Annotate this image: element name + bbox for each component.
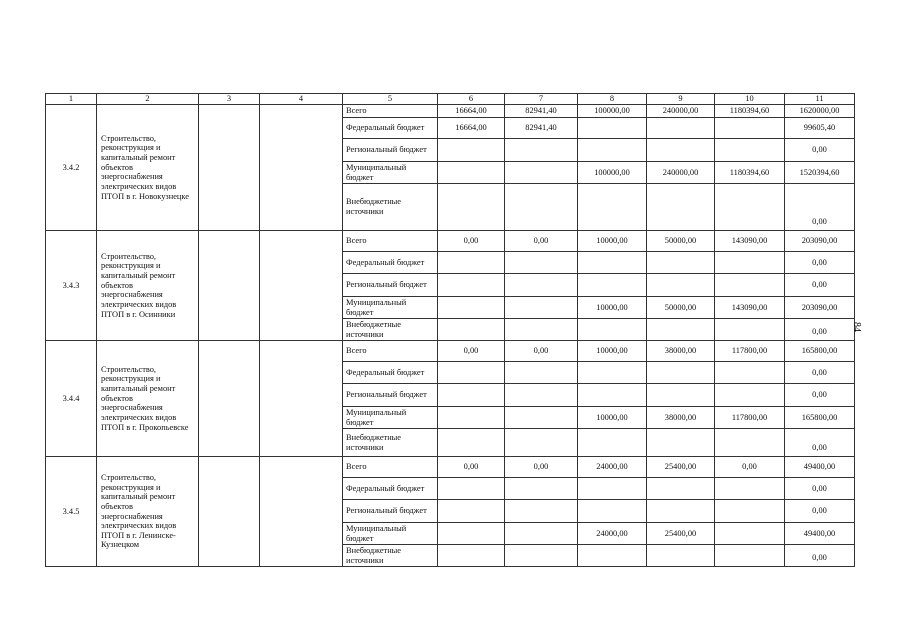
column-header: 7: [505, 94, 578, 105]
item-code: 3.4.3: [46, 231, 97, 341]
budget-table: [45, 93, 855, 567]
table-row: [46, 341, 855, 362]
value-cell: [647, 184, 715, 231]
column-4-cell: [260, 457, 343, 567]
column-3-cell: [199, 457, 260, 567]
value-cell: [505, 139, 578, 162]
value-cell: [438, 429, 505, 457]
item-code: 3.4.2: [46, 105, 97, 231]
value-cell: 143090,00: [715, 297, 785, 319]
value-cell: [647, 274, 715, 297]
value-cell: 0,00: [505, 231, 578, 252]
value-cell: 1520394,60: [785, 162, 855, 184]
funding-source: Муниципальный бюджет: [343, 162, 438, 184]
value-cell: 0,00: [785, 252, 855, 274]
page-number: 84: [851, 322, 862, 332]
value-cell: [438, 252, 505, 274]
value-cell: [438, 274, 505, 297]
value-cell: [578, 319, 647, 341]
value-cell: 1180394,60: [715, 105, 785, 118]
funding-source: Федеральный бюджет: [343, 478, 438, 500]
value-cell: 82941,40: [505, 105, 578, 118]
value-cell: 0,00: [785, 500, 855, 523]
value-cell: [715, 274, 785, 297]
table-row: [46, 457, 855, 478]
value-cell: [505, 545, 578, 567]
column-header: 6: [438, 94, 505, 105]
funding-source: Всего: [343, 341, 438, 362]
value-cell: 0,00: [785, 184, 855, 231]
item-name: Строительство, реконструкция и капитальный ремонт объектов энергоснабжения электрических видов ПТОП в г. Прокопьевске: [97, 341, 199, 457]
value-cell: [578, 184, 647, 231]
value-cell: [438, 184, 505, 231]
value-cell: [647, 118, 715, 139]
value-cell: [438, 162, 505, 184]
value-cell: [505, 384, 578, 407]
value-cell: [438, 478, 505, 500]
value-cell: 50000,00: [647, 231, 715, 252]
value-cell: 0,00: [785, 139, 855, 162]
column-4-cell: [260, 105, 343, 231]
funding-source: Внебюджетные источники: [343, 184, 438, 231]
value-cell: [438, 523, 505, 545]
value-cell: [647, 362, 715, 384]
item-name: Строительство, реконструкция и капитальный ремонт объектов энергоснабжения электрических видов ПТОП в г. Новокузнецке: [97, 105, 199, 231]
value-cell: [438, 139, 505, 162]
value-cell: [715, 139, 785, 162]
column-3-cell: [199, 105, 260, 231]
value-cell: [578, 274, 647, 297]
value-cell: 38000,00: [647, 407, 715, 429]
funding-source: Всего: [343, 105, 438, 118]
item-code: 3.4.5: [46, 457, 97, 567]
value-cell: [438, 407, 505, 429]
value-cell: [438, 319, 505, 341]
value-cell: [715, 118, 785, 139]
value-cell: 10000,00: [578, 297, 647, 319]
column-header: 2: [97, 94, 199, 105]
value-cell: [647, 384, 715, 407]
value-cell: [715, 478, 785, 500]
value-cell: 10000,00: [578, 407, 647, 429]
value-cell: 82941,40: [505, 118, 578, 139]
value-cell: [438, 362, 505, 384]
funding-source: Внебюджетные источники: [343, 319, 438, 341]
value-cell: 143090,00: [715, 231, 785, 252]
funding-source: Федеральный бюджет: [343, 118, 438, 139]
value-cell: [505, 523, 578, 545]
value-cell: [578, 500, 647, 523]
column-header: 5: [343, 94, 438, 105]
value-cell: [715, 252, 785, 274]
column-4-cell: [260, 231, 343, 341]
column-4-cell: [260, 341, 343, 457]
value-cell: [505, 274, 578, 297]
value-cell: 203090,00: [785, 297, 855, 319]
value-cell: [715, 545, 785, 567]
value-cell: 0,00: [785, 384, 855, 407]
value-cell: 0,00: [438, 231, 505, 252]
value-cell: 1620000,00: [785, 105, 855, 118]
value-cell: 0,00: [785, 429, 855, 457]
value-cell: 165800,00: [785, 407, 855, 429]
value-cell: 165800,00: [785, 341, 855, 362]
value-cell: 50000,00: [647, 297, 715, 319]
table-row: [46, 231, 855, 252]
value-cell: 100000,00: [578, 162, 647, 184]
value-cell: [438, 545, 505, 567]
value-cell: 38000,00: [647, 341, 715, 362]
value-cell: 25400,00: [647, 457, 715, 478]
value-cell: [505, 252, 578, 274]
value-cell: [647, 319, 715, 341]
item-name: Строительство, реконструкция и капитальный ремонт объектов энергоснабжения электрических видов ПТОП в г. Ленинске-Кузнецком: [97, 457, 199, 567]
value-cell: 0,00: [505, 457, 578, 478]
value-cell: 16664,00: [438, 118, 505, 139]
value-cell: [647, 139, 715, 162]
value-cell: 0,00: [785, 545, 855, 567]
value-cell: [578, 139, 647, 162]
funding-source: Федеральный бюджет: [343, 252, 438, 274]
value-cell: [438, 384, 505, 407]
value-cell: [647, 429, 715, 457]
funding-source: Всего: [343, 457, 438, 478]
value-cell: [715, 384, 785, 407]
value-cell: [578, 118, 647, 139]
value-cell: [715, 319, 785, 341]
funding-source: Внебюджетные источники: [343, 429, 438, 457]
value-cell: 16664,00: [438, 105, 505, 118]
value-cell: 0,00: [505, 341, 578, 362]
funding-source: Региональный бюджет: [343, 384, 438, 407]
funding-source: Всего: [343, 231, 438, 252]
value-cell: 0,00: [715, 457, 785, 478]
value-cell: [505, 297, 578, 319]
column-header: 1: [46, 94, 97, 105]
value-cell: 117800,00: [715, 341, 785, 362]
value-cell: [505, 478, 578, 500]
value-cell: [715, 523, 785, 545]
item-code: 3.4.4: [46, 341, 97, 457]
value-cell: 24000,00: [578, 457, 647, 478]
funding-source: Региональный бюджет: [343, 274, 438, 297]
value-cell: 0,00: [785, 274, 855, 297]
value-cell: [715, 429, 785, 457]
value-cell: [715, 184, 785, 231]
value-cell: 100000,00: [578, 105, 647, 118]
column-header: 11: [785, 94, 855, 105]
value-cell: 0,00: [785, 362, 855, 384]
value-cell: 240000,00: [647, 105, 715, 118]
value-cell: 0,00: [438, 341, 505, 362]
value-cell: 117800,00: [715, 407, 785, 429]
column-3-cell: [199, 341, 260, 457]
value-cell: [647, 252, 715, 274]
value-cell: [505, 362, 578, 384]
value-cell: 10000,00: [578, 231, 647, 252]
value-cell: 99605,40: [785, 118, 855, 139]
value-cell: 25400,00: [647, 523, 715, 545]
header-row: [46, 94, 855, 105]
column-header: 9: [647, 94, 715, 105]
funding-source: Внебюджетные источники: [343, 545, 438, 567]
value-cell: [505, 162, 578, 184]
table-row: [46, 105, 855, 118]
column-header: 4: [260, 94, 343, 105]
value-cell: [715, 500, 785, 523]
value-cell: [647, 500, 715, 523]
value-cell: [578, 252, 647, 274]
value-cell: [578, 384, 647, 407]
value-cell: [505, 184, 578, 231]
funding-source: Федеральный бюджет: [343, 362, 438, 384]
value-cell: 49400,00: [785, 523, 855, 545]
funding-source: Муниципальный бюджет: [343, 407, 438, 429]
funding-source: Региональный бюджет: [343, 139, 438, 162]
funding-source: Муниципальный бюджет: [343, 523, 438, 545]
column-header: 8: [578, 94, 647, 105]
value-cell: 10000,00: [578, 341, 647, 362]
value-cell: [578, 545, 647, 567]
value-cell: [438, 500, 505, 523]
value-cell: [505, 407, 578, 429]
value-cell: [578, 362, 647, 384]
column-header: 10: [715, 94, 785, 105]
value-cell: [715, 362, 785, 384]
value-cell: 49400,00: [785, 457, 855, 478]
value-cell: 24000,00: [578, 523, 647, 545]
value-cell: 0,00: [438, 457, 505, 478]
column-header: 3: [199, 94, 260, 105]
value-cell: [578, 429, 647, 457]
value-cell: 1180394,60: [715, 162, 785, 184]
value-cell: 240000,00: [647, 162, 715, 184]
value-cell: 0,00: [785, 478, 855, 500]
value-cell: [505, 319, 578, 341]
value-cell: [505, 429, 578, 457]
value-cell: [578, 478, 647, 500]
value-cell: [647, 478, 715, 500]
value-cell: 0,00: [785, 319, 855, 341]
value-cell: [505, 500, 578, 523]
column-3-cell: [199, 231, 260, 341]
funding-source: Муниципальный бюджет: [343, 297, 438, 319]
funding-source: Региональный бюджет: [343, 500, 438, 523]
value-cell: 203090,00: [785, 231, 855, 252]
value-cell: [438, 297, 505, 319]
value-cell: [647, 545, 715, 567]
item-name: Строительство, реконструкция и капитальный ремонт объектов энергоснабжения электрических видов ПТОП в г. Осинники: [97, 231, 199, 341]
